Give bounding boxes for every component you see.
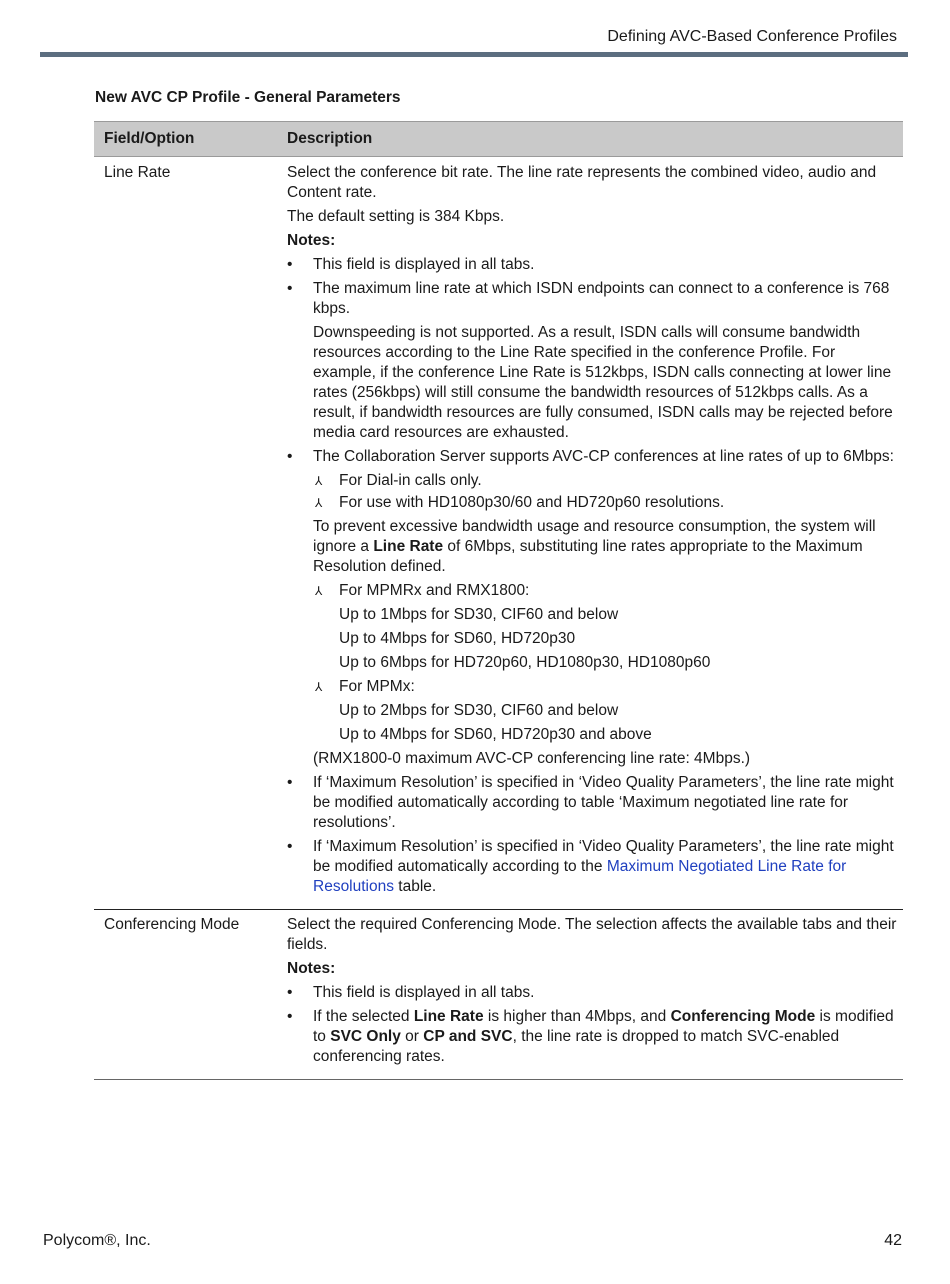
description-text: Select the conference bit rate. The line rate represents the combined video, audio and Content rate. [287, 164, 877, 201]
indented-paragraph [287, 517, 899, 577]
sub-bullet-group [287, 471, 899, 513]
column-header-description: Description [287, 130, 373, 147]
field-description [287, 163, 903, 901]
bullet-item [287, 279, 899, 319]
bullet-item [287, 255, 899, 275]
cross-reference-link[interactable]: Maximum Negotiated Line Rate for Resolutions [313, 858, 847, 895]
bullet-item [287, 447, 899, 467]
bullet-text: If ‘Maximum Resolution’ is specified in ‘Video Quality Parameters’, the line rate might be modified automatically according to table ‘Maximum negotiated line rate for resolutions’. [313, 774, 894, 831]
running-header: Defining AVC-Based Conference Profiles [607, 28, 897, 45]
sub-bullet-text: For MPMx: [339, 678, 415, 695]
field-name: Line Rate [104, 164, 171, 181]
sub-bullet-group [287, 677, 899, 697]
rate-line: Up to 4Mbps for SD60, HD720p30 and above [339, 726, 652, 743]
sub-bullet-item [313, 677, 899, 697]
bullet-text: The Collaboration Server supports AVC-CP conferences at line rates of up to 6Mbps: [313, 448, 894, 465]
default-setting-text: The default setting is 384 Kbps. [287, 208, 505, 225]
bold-text: Conferencing Mode [670, 1008, 816, 1025]
bold-text: Line Rate [413, 1008, 484, 1025]
rate-line: Up to 2Mbps for SD30, CIF60 and below [339, 702, 619, 719]
column-header-field: Field/Option [104, 130, 195, 147]
table-title: New AVC CP Profile - General Parameters [95, 89, 401, 106]
sub-bullet-icon: ⅄ [315, 474, 323, 488]
rmx-note: (RMX1800-0 maximum AVC-CP conferencing line rate: 4Mbps.) [313, 750, 751, 767]
table-header-row [94, 121, 903, 157]
table-row-conferencing-mode [94, 910, 903, 1080]
bold-text: CP and SVC [423, 1028, 513, 1045]
text-run: If ‘Maximum Resolution’ is specified in ‘Video Quality Parameters’, the line rate might be modified automatically according to the [313, 838, 894, 875]
notes-heading: Notes: [287, 232, 336, 249]
bullet-icon: • [287, 256, 293, 273]
description-text: Select the required Conferencing Mode. The selection affects the available tabs and their fields. [287, 916, 897, 953]
parameters-table [94, 121, 903, 1080]
rate-line: Up to 4Mbps for SD60, HD720p30 [339, 630, 576, 647]
text-run: , the line rate is dropped to match SVC-enabled conferencing rates. [313, 1028, 840, 1065]
text-run: To prevent excessive bandwidth usage and resource consumption, the system will ignore a [313, 518, 876, 555]
bullet-item [287, 773, 899, 833]
sub-bullet-group [287, 581, 899, 601]
indented-paragraph: Downspeeding is not supported. As a result, ISDN calls will consume bandwidth resources according to the Line Rate specified in the conference Profile. For example, if the conference Line Rate is 512kbps, ISDN calls connecting at lower line rates (256kbps) will still consume the bandwidth resources of 512kbps calls. As a result, if bandwidth resources are fully consumed, ISDN calls may be rejected before media card resources are exhausted. [313, 324, 893, 441]
table-row-line-rate [94, 157, 903, 910]
text-run: table. [394, 878, 437, 895]
text-run: is modified to [313, 1008, 894, 1045]
bullet-icon: • [287, 280, 293, 297]
bullet-text: This field is displayed in all tabs. [313, 256, 535, 273]
bullet-text [313, 838, 894, 895]
bullet-item [287, 1007, 899, 1067]
bullet-text: The maximum line rate at which ISDN endpoints can connect to a conference is 768 kbps. [313, 280, 890, 317]
sub-bullet-item [313, 471, 899, 491]
sub-bullet-text: For Dial-in calls only. [339, 472, 482, 489]
bullet-text [313, 1008, 894, 1065]
header-rule [40, 52, 908, 57]
text-run: is higher than 4Mbps, and [483, 1008, 671, 1025]
bullet-icon: • [287, 984, 293, 1001]
sub-bullet-text: For MPMRx and RMX1800: [339, 582, 530, 599]
field-name: Conferencing Mode [104, 916, 240, 933]
field-description [287, 915, 903, 1071]
bullet-text: This field is displayed in all tabs. [313, 984, 535, 1001]
bullet-icon: • [287, 1008, 293, 1025]
sub-bullet-icon: ⅄ [315, 584, 323, 598]
sub-bullet-icon: ⅄ [315, 680, 323, 694]
notes-heading: Notes: [287, 960, 336, 977]
sub-bullet-item [313, 493, 899, 513]
bullet-item [287, 983, 899, 1003]
bold-text: SVC Only [330, 1028, 401, 1045]
bold-text: Line Rate [373, 538, 444, 555]
text-run: or [400, 1028, 424, 1045]
rate-line: Up to 6Mbps for HD720p60, HD1080p30, HD1080p60 [339, 654, 711, 671]
text-run: If the selected [313, 1008, 414, 1025]
sub-bullet-text: For use with HD1080p30/60 and HD720p60 resolutions. [339, 494, 725, 511]
footer-company: Polycom®, Inc. [43, 1232, 151, 1249]
bullet-icon: • [287, 448, 293, 465]
page-number: 42 [884, 1232, 902, 1249]
sub-bullet-icon: ⅄ [315, 496, 323, 510]
text-run: of 6Mbps, substituting line rates appropriate to the Maximum Resolution defined. [313, 538, 863, 575]
bullet-icon: • [287, 838, 293, 855]
sub-bullet-item [313, 581, 899, 601]
bullet-icon: • [287, 774, 293, 791]
rate-line: Up to 1Mbps for SD30, CIF60 and below [339, 606, 619, 623]
bullet-item [287, 837, 899, 897]
